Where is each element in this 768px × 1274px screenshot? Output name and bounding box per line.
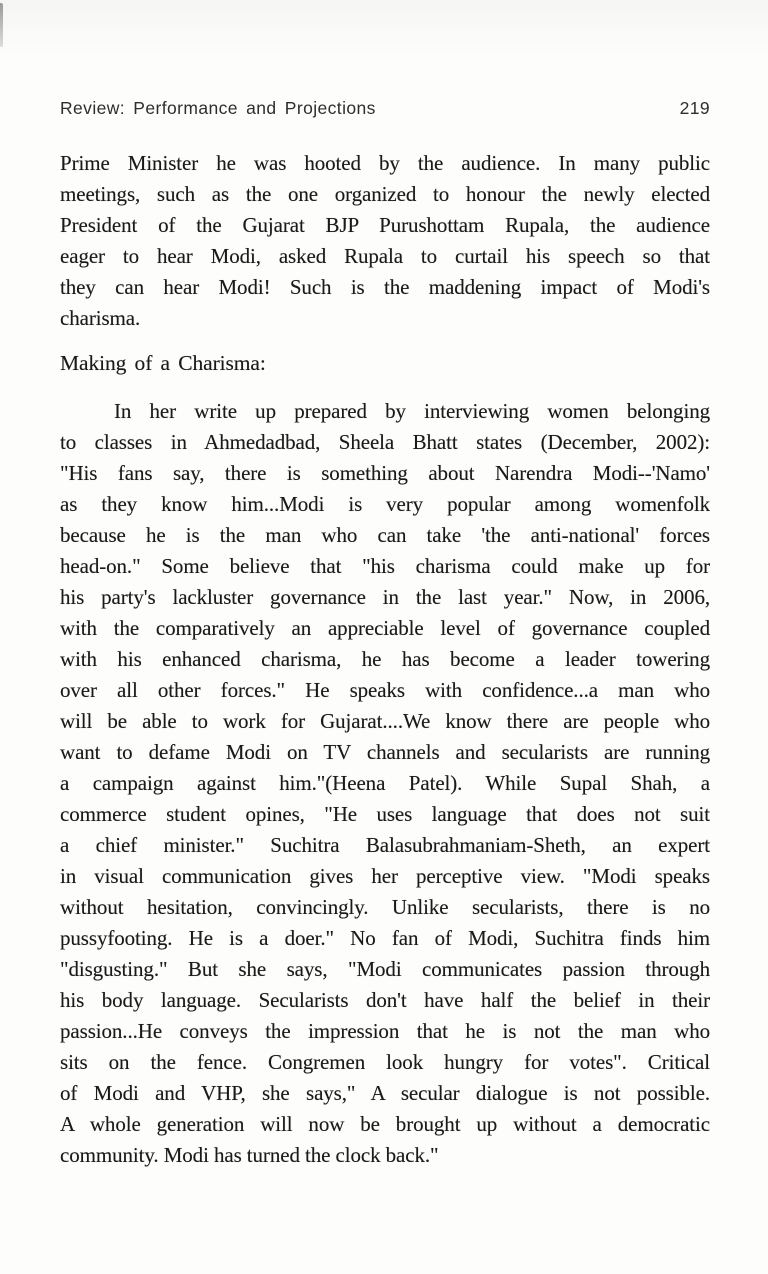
paragraph — [60, 148, 710, 334]
text-line: "His fans say, there is something about Narendra Modi--'Namo' — [60, 461, 710, 485]
running-header — [60, 0, 710, 118]
page-body — [60, 148, 710, 1171]
text-line: pussyfooting. He is a doer." No fan of Modi, Suchitra finds him — [60, 926, 710, 950]
scan-edge-artifact — [0, 3, 3, 47]
header-title: Review: Performance and Projections — [60, 98, 376, 118]
text-line: head-on." Some believe that "his charisma could make up for — [60, 554, 710, 578]
text-line: will be able to work for Gujarat....We know there are people who — [60, 709, 710, 733]
text-line: in visual communication gives her perceptive view. "Modi speaks — [60, 864, 710, 888]
text-line: of Modi and VHP, she says," A secular dialogue is not possible. — [60, 1081, 710, 1105]
text-line: with the comparatively an appreciable level of governance coupled — [60, 616, 710, 640]
text-line: his party's lackluster governance in the last year." Now, in 2006, — [60, 585, 710, 609]
text-line: A whole generation will now be brought up without a democratic — [60, 1112, 710, 1136]
text-line: eager to hear Modi, asked Rupala to curtail his speech so that — [60, 244, 710, 268]
text-line: passion...He conveys the impression that he is not the man who — [60, 1019, 710, 1043]
text-line: charisma. — [60, 306, 141, 330]
text-line: commerce student opines, "He uses language that does not suit — [60, 802, 710, 826]
text-line: In her write up prepared by interviewing women belonging — [114, 399, 710, 423]
text-line: without hesitation, convincingly. Unlike secularists, there is no — [60, 895, 710, 919]
text-line: meetings, such as the one organized to honour the newly elected — [60, 182, 710, 206]
text-line: President of the Gujarat BJP Purushottam Rupala, the audience — [60, 213, 710, 237]
text-line: over all other forces." He speaks with confidence...a man who — [60, 678, 710, 702]
text-line: "disgusting." But she says, "Modi communicates passion through — [60, 957, 710, 981]
text-line: community. Modi has turned the clock back." — [60, 1143, 439, 1167]
text-line: want to defame Modi on TV channels and secularists are running — [60, 740, 710, 764]
text-line: a campaign against him."(Heena Patel). While Supal Shah, a — [60, 771, 710, 795]
text-line: his body language. Secularists don't have half the belief in their — [60, 988, 710, 1012]
text-line: with his enhanced charisma, he has become a leader towering — [60, 647, 710, 671]
text-line: to classes in Ahmedadbad, Sheela Bhatt states (December, 2002): — [60, 430, 710, 454]
text-line: they can hear Modi! Such is the maddening impact of Modi's — [60, 275, 710, 299]
text-line: a chief minister." Suchitra Balasubrahmaniam-Sheth, an expert — [60, 833, 710, 857]
paragraph — [60, 396, 710, 1171]
text-line: because he is the man who can take 'the anti-national' forces — [60, 523, 710, 547]
text-line: sits on the fence. Congremen look hungry for votes". Critical — [60, 1050, 710, 1074]
text-line: as they know him...Modi is very popular among womenfolk — [60, 492, 710, 516]
section-heading: Making of a Charisma: — [60, 351, 266, 375]
text-line: Prime Minister he was hooted by the audience. In many public — [60, 151, 710, 175]
page-number: 219 — [679, 98, 710, 118]
